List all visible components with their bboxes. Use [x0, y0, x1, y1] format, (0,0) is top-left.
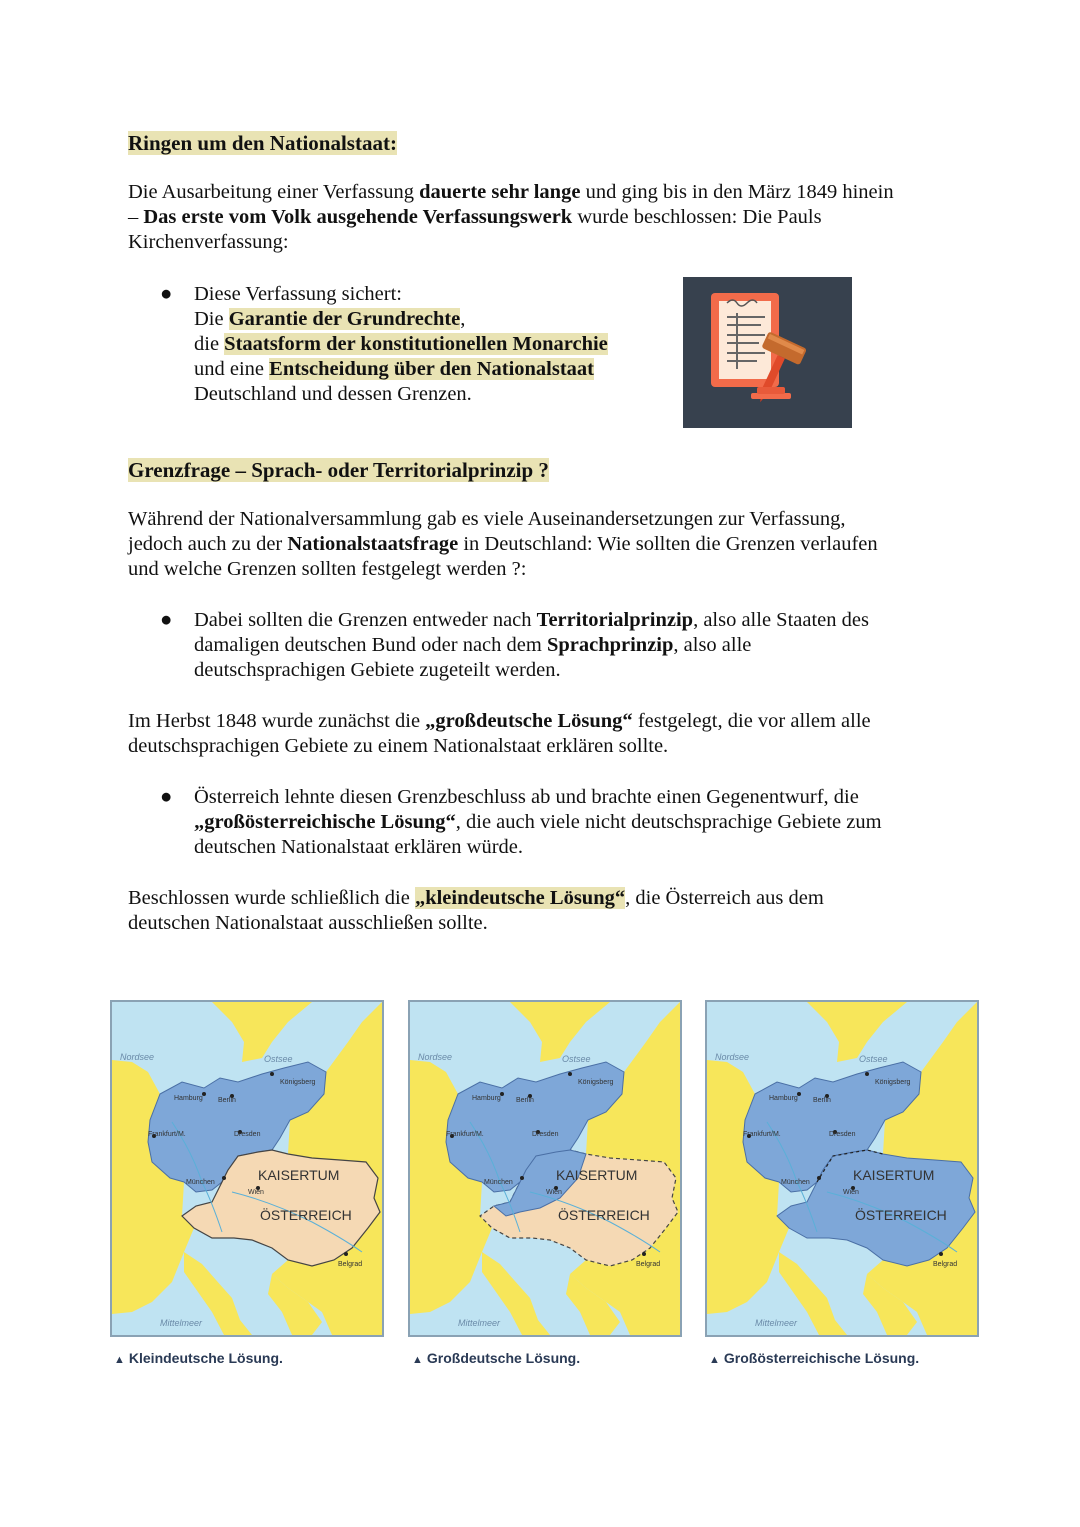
- label-mittelmeer: Mittelmeer: [160, 1318, 203, 1328]
- bold-text: Das erste vom Volk ausgehende Verfassungswerk: [143, 206, 573, 228]
- line: deutschen Nationalstaat ausschließen sollte.: [128, 912, 488, 934]
- beschlossen-paragraph: [128, 886, 958, 936]
- bold-text: Nationalstaatsfrage: [287, 533, 459, 555]
- line: [194, 307, 608, 332]
- text: Dabei sollten die Grenzen entweder nach: [194, 609, 537, 631]
- heading-text: Grenzfrage – Sprach- oder Territorialprinzip ?: [128, 458, 549, 482]
- label-wien: Wien: [843, 1189, 859, 1196]
- text: Die Ausarbeitung einer Verfassung: [128, 181, 420, 203]
- label-belgrad: Belgrad: [636, 1261, 661, 1268]
- caption-grossoesterreich: [709, 1350, 919, 1366]
- line: deutschen Nationalstaat erklären würde.: [194, 836, 524, 858]
- text: –: [128, 206, 144, 228]
- line: Kirchenverfassung:: [128, 231, 289, 253]
- label-nordsee: Nordsee: [715, 1052, 750, 1062]
- bullet-dot: ●: [160, 609, 173, 631]
- text: in Deutschland: Wie sollten die Grenzen verlaufen: [458, 533, 878, 555]
- text: die: [194, 333, 225, 355]
- label-frankfurt: Frankfurt/M.: [446, 1131, 484, 1138]
- map-kleindeutsch: [110, 1000, 384, 1337]
- label-oesterreich: ÖSTERREICH: [855, 1207, 947, 1223]
- text: Die: [194, 308, 229, 330]
- label-mittelmeer: Mittelmeer: [458, 1318, 501, 1328]
- line: [194, 633, 869, 658]
- line: Diese Verfassung sichert:: [194, 283, 402, 305]
- map-grossoesterreich: [705, 1000, 979, 1337]
- label-nordsee: Nordsee: [418, 1052, 453, 1062]
- label-frankfurt: Frankfurt/M.: [148, 1131, 186, 1138]
- text: , also alle Staaten des: [693, 609, 869, 631]
- document-gavel-icon: [683, 277, 852, 428]
- label-muenchen: München: [186, 1179, 215, 1186]
- line: Deutschland und dessen Grenzen.: [194, 383, 472, 405]
- caption-kleindeutsch: [114, 1350, 283, 1366]
- label-belgrad: Belgrad: [933, 1261, 958, 1268]
- label-kaisertum: KAISERTUM: [556, 1167, 638, 1183]
- text: , also alle: [673, 634, 752, 656]
- city-dot: [939, 1252, 943, 1256]
- label-hamburg: Hamburg: [769, 1095, 798, 1102]
- label-wien: Wien: [546, 1189, 562, 1196]
- label-wien: Wien: [248, 1189, 264, 1196]
- text: Im Herbst 1848 wurde zunächst die: [128, 710, 426, 732]
- label-hamburg: Hamburg: [472, 1095, 501, 1102]
- label-dresden: Dresden: [234, 1131, 261, 1138]
- text: festgelegt, die vor allem alle: [632, 710, 871, 732]
- map-grossdeutsch: [408, 1000, 682, 1337]
- caption-text: Kleindeutsche Lösung.: [128, 1350, 283, 1366]
- bold-text: „großösterreichische Lösung“: [194, 811, 456, 833]
- label-berlin: Berlin: [516, 1097, 534, 1104]
- triangle-up-icon: ▲: [114, 1354, 125, 1366]
- bold-text: Territorialprinzip: [536, 609, 694, 631]
- highlight-text: Staatsform der konstitutionellen Monarchie: [224, 333, 608, 355]
- line: [194, 810, 882, 835]
- label-ostsee: Ostsee: [264, 1054, 293, 1064]
- grenzfrage-paragraph: [128, 507, 958, 582]
- bullet-text: [194, 282, 608, 407]
- label-berlin: Berlin: [218, 1097, 236, 1104]
- heading-text: Ringen um den Nationalstaat:: [128, 131, 397, 155]
- label-berlin: Berlin: [813, 1097, 831, 1104]
- line: [128, 709, 958, 734]
- triangle-up-icon: ▲: [412, 1354, 423, 1366]
- text: und eine: [194, 358, 270, 380]
- label-ostsee: Ostsee: [859, 1054, 888, 1064]
- city-dot: [344, 1252, 348, 1256]
- label-frankfurt: Frankfurt/M.: [743, 1131, 781, 1138]
- text: , die Österreich aus dem: [625, 887, 824, 909]
- bold-text: dauerte sehr lange: [419, 181, 581, 203]
- highlight-text: Entscheidung über den Nationalstaat: [269, 358, 594, 380]
- line: Während der Nationalversammlung gab es viele Auseinandersetzungen zur Verfassung,: [128, 508, 846, 530]
- text: damaligen deutschen Bund oder nach dem: [194, 634, 547, 656]
- line: Österreich lehnte diesen Grenzbeschluss ab und brachte einen Gegenentwurf, die: [194, 786, 859, 808]
- label-koenigsberg: Königsberg: [578, 1079, 614, 1086]
- bullet-text: [194, 785, 882, 860]
- bullet-dot: ●: [160, 283, 173, 305]
- line: [194, 608, 869, 633]
- label-muenchen: München: [781, 1179, 810, 1186]
- text: Beschlossen wurde schließlich die: [128, 887, 415, 909]
- line: [128, 180, 958, 205]
- label-kaisertum: KAISERTUM: [258, 1167, 340, 1183]
- line: [194, 357, 608, 382]
- line: [128, 532, 958, 557]
- heading-grenzfrage: [128, 457, 549, 483]
- label-hamburg: Hamburg: [174, 1095, 203, 1102]
- label-ostsee: Ostsee: [562, 1054, 591, 1064]
- text: wurde beschlossen: Die Pauls: [572, 206, 822, 228]
- city-dot: [817, 1176, 821, 1180]
- label-dresden: Dresden: [532, 1131, 559, 1138]
- line: [194, 332, 608, 357]
- caption-text: Großdeutsche Lösung.: [426, 1350, 581, 1366]
- bold-text: Sprachprinzip: [546, 634, 674, 656]
- line: [128, 886, 958, 911]
- line: [128, 205, 958, 230]
- label-oesterreich: ÖSTERREICH: [558, 1207, 650, 1223]
- city-dot: [270, 1072, 274, 1076]
- text: und ging bis in den März 1849 hinein: [580, 181, 894, 203]
- caption-text: Großösterreichische Lösung.: [723, 1350, 920, 1366]
- label-dresden: Dresden: [829, 1131, 856, 1138]
- text: jedoch auch zu der: [128, 533, 288, 555]
- herbst-paragraph: [128, 709, 958, 759]
- text: , die auch viele nicht deutschsprachige Gebiete zum: [455, 811, 882, 833]
- bullet-dot: ●: [160, 786, 173, 808]
- bullet-text: [194, 608, 869, 683]
- line: und welche Grenzen sollten festgelegt werden ?:: [128, 558, 527, 580]
- bold-text: „großdeutsche Lösung“: [425, 710, 633, 732]
- triangle-up-icon: ▲: [709, 1354, 720, 1366]
- line: deutschsprachigen Gebiete zugeteilt werden.: [194, 659, 561, 681]
- label-oesterreich: ÖSTERREICH: [260, 1207, 352, 1223]
- city-dot: [520, 1176, 524, 1180]
- label-koenigsberg: Königsberg: [875, 1079, 911, 1086]
- caption-grossdeutsch: [412, 1350, 580, 1366]
- city-dot: [568, 1072, 572, 1076]
- label-koenigsberg: Königsberg: [280, 1079, 316, 1086]
- heading-nationalstaat: [128, 130, 397, 156]
- text: ,: [460, 308, 466, 330]
- city-dot: [222, 1176, 226, 1180]
- city-dot: [865, 1072, 869, 1076]
- label-belgrad: Belgrad: [338, 1261, 363, 1268]
- city-dot: [642, 1252, 646, 1256]
- highlight-text: „kleindeutsche Lösung“: [414, 887, 626, 909]
- intro-paragraph: [128, 180, 958, 255]
- label-muenchen: München: [484, 1179, 513, 1186]
- highlight-text: Garantie der Grundrechte: [228, 308, 461, 330]
- label-kaisertum: KAISERTUM: [853, 1167, 935, 1183]
- label-nordsee: Nordsee: [120, 1052, 155, 1062]
- line: deutschsprachigen Gebiete zu einem Nationalstaat erklären sollte.: [128, 735, 669, 757]
- label-mittelmeer: Mittelmeer: [755, 1318, 798, 1328]
